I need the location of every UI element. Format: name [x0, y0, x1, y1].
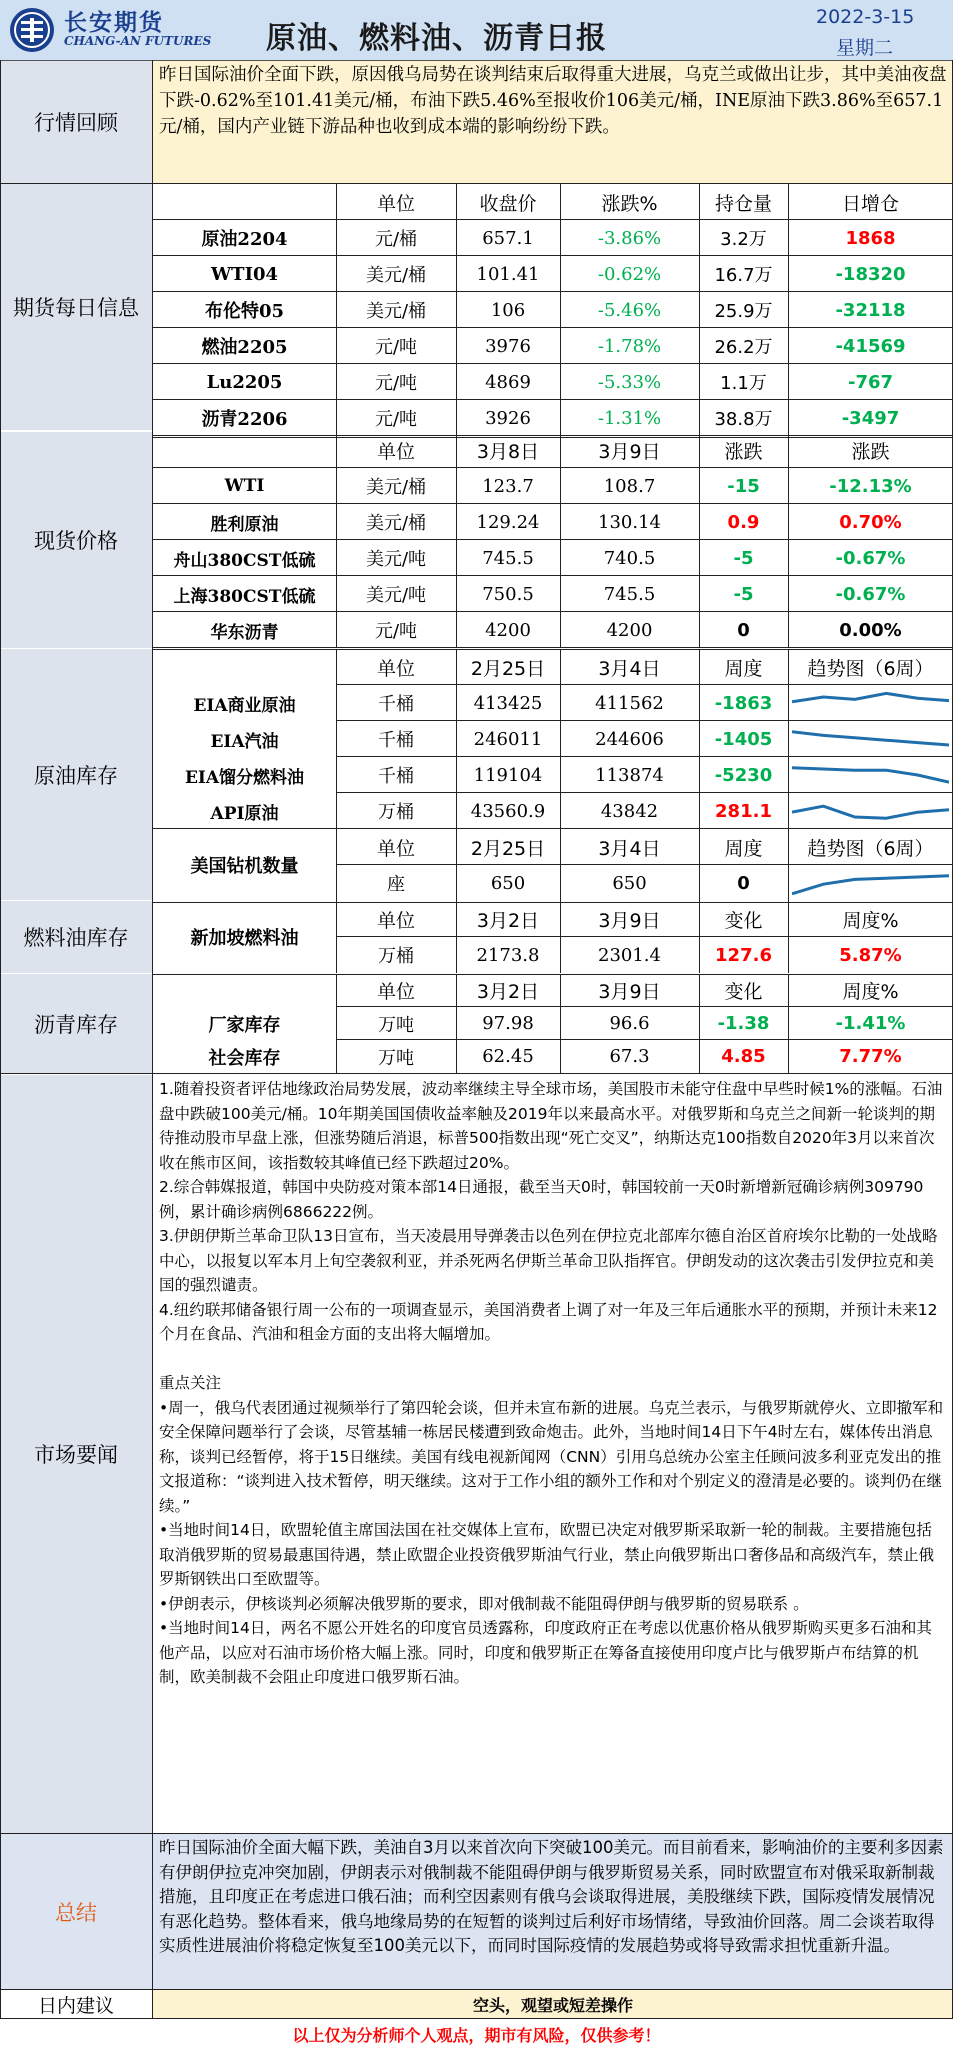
crude-unit: 千桶: [378, 766, 414, 787]
rig-weekly-change: 0: [737, 872, 750, 894]
rig-week2: 650: [612, 872, 647, 894]
crude-week1: 413425: [473, 692, 543, 714]
sparkline-line: [792, 768, 949, 782]
crude-week2: 244606: [595, 728, 664, 750]
futures-close: 3926: [485, 407, 531, 429]
futures-daily-oi-change: -41569: [835, 335, 906, 357]
spot-unit: 美元/吨: [365, 549, 427, 570]
spot-unit: 美元/桶: [365, 513, 427, 534]
news-text: 1.随着投资者评估地缘政治局势发展，波动率继续主导全球市场，美国股市未能守住盘中早些时候1%的涨幅。石油盘中跌破100美元/桶。10年期美国国债收益率触及2019年以来最高水平。对俄罗斯和乌克兰之间新一轮谈判的期待推动股市早盘上涨，但涨势随后消退，标普500指数出现“死亡交叉”，纳斯达克100指数自2020年3月以来首次收在熊市区间，该指数较其峰值已经下跌超过20%。 2.综合韩媒报道，韩国中央防疫对策本部14日通报，截至当天0时，韩国较前一天0时新增新冠确诊病例309790例，累计确诊病例6866222例。 3.伊朗伊斯兰革命卫队13日宣布，当天凌晨用导弹袭击以色列在伊拉克北部库尔德自治区首府埃尔比勒的一处战略中心，以报复以军本月上旬空袭叙利亚，并杀死两名伊斯兰革命卫队指挥官。伊朗发动的这次袭击引发伊拉克和美国的强烈谴责。 4.纽约联邦储备银行周一公布的一项调查显示，美国消费者上调了对一年及三年后通胀水平的预期，并预计未来12个月在食品、汽油和租金方面的支出将大幅增加。 重点关注 •周一，俄乌代表团通过视频举行了第四轮会谈，但并未宣布新的进展。乌克兰表示，与俄罗斯就停火、立即撤军和安全保障问题举行了会谈，尽管基辅一栋居民楼遭到致命炮击。此外，当地时间14日下午4时左右，媒体传出消息称，谈判已经暂停，将于15日继续。美国有线电视新闻网（CNN）引用乌总统办公室主任顾问波多利亚克发出的推文报道称：“谈判进入技术暂停，明天继续。这对于工作小组的额外工作和对个别定义的澄清是必要的。谈判仍在继续。” •当地时间14日，欧盟轮值主席国法国在社交媒体上宣布，欧盟已决定对俄罗斯采取新一轮的制裁。主要措施包括取消俄罗斯的贸易最惠国待遇，禁止欧盟企业投资俄罗斯油气行业，禁止向俄罗斯出口奢侈品和高级汽车，禁止俄罗斯钢铁出口至欧盟等。 •伊朗表示，伊核谈判必须解决俄罗斯的要求，即对俄制裁不能阻碍伊朗与俄罗斯的贸易联系 。 •当地时间14日，两名不愿公开姓名的印度官员透露称，印度政府正在考虑以优惠价格从俄罗斯购买更多石油和其他产品，以应对石油市场价格大幅上涨。同时，印度和俄罗斯正在筹备直接使用印度卢比与俄罗斯卢布结算的机制，欧美制裁不会阻止印度进口俄罗斯石油。: [159, 1080, 944, 1686]
logo-en-text: CHANG-AN FUTURES: [64, 34, 212, 48]
spot-price-day2: 745.5: [603, 583, 656, 605]
asphalt-header-cell: 周度%: [842, 981, 899, 1003]
futures-daily-oi-change: -767: [847, 371, 894, 393]
spot-row-name: 胜利原油: [210, 514, 279, 535]
crude-weekly-change: 281.1: [715, 800, 772, 822]
futures-header-cell: 持仓量: [714, 192, 772, 215]
futures-daily-oi-change: -18320: [835, 263, 906, 285]
fuel-inventory-label: 燃料油库存: [0, 901, 152, 973]
summary-label: 总结: [0, 1834, 152, 1989]
spot-change-percent: -0.67%: [835, 547, 906, 569]
crude-unit: 千桶: [378, 694, 414, 715]
asphalt-row-name: 社会库存: [208, 1047, 281, 1069]
spot-unit: 美元/吨: [365, 585, 427, 606]
spot-label: 现货价格: [0, 432, 152, 648]
asphalt-header-cell: 单位: [376, 981, 415, 1003]
spot-price-day2: 108.7: [603, 475, 656, 497]
crude-row-name: EIA馏分燃料油: [184, 767, 305, 788]
spot-row-name: 上海380CST低硫: [173, 586, 316, 607]
crude-week2: 43842: [600, 800, 659, 822]
futures-row-name: 原油2204: [201, 229, 288, 250]
sparkline-eia_crude: [792, 689, 949, 717]
spot-price-day2: 740.5: [603, 547, 656, 569]
spot-price-day1: 123.7: [482, 475, 534, 497]
sparkline-eia_gasoline: [792, 725, 949, 753]
futures-close: 4869: [485, 371, 531, 393]
fuel-header-cell: 3月9日: [598, 909, 661, 932]
futures-unit: 元/吨: [374, 337, 418, 358]
fuel-change: 127.6: [715, 944, 772, 966]
asphalt-header-cell: 3月9日: [598, 981, 661, 1003]
spot-row-name: WTI: [224, 476, 265, 496]
crude-header-cell: 2月25日: [470, 657, 546, 680]
futures-change: -5.46%: [597, 299, 662, 321]
fuel-header-cell: 单位: [376, 909, 415, 932]
asphalt-week2: 67.3: [609, 1046, 650, 1067]
futures-row-name: 燃油2205: [201, 337, 288, 358]
rig-header-cell: 周度: [724, 837, 763, 860]
futures-change: -1.78%: [597, 335, 662, 357]
rig-week1: 650: [490, 872, 526, 894]
advice-text: 空头，观望或短差操作: [153, 1990, 953, 2018]
asphalt-change-percent: -1.41%: [835, 1013, 906, 1034]
futures-header-cell: 日增仓: [841, 192, 899, 215]
asphalt-change: -1.38: [717, 1013, 770, 1034]
asphalt-week2: 96.6: [609, 1013, 650, 1034]
futures-row-name: 沥青2206: [201, 409, 288, 430]
futures-row-name: Lu2205: [206, 371, 283, 393]
spot-row-name: 华东沥青: [210, 622, 279, 643]
fuel-row-name: 新加坡燃料油: [190, 928, 299, 949]
futures-daily-oi-change: -3497: [841, 407, 900, 429]
spot-change-percent: -0.67%: [835, 583, 906, 605]
futures-header-cell: 涨跌%: [601, 192, 658, 215]
spot-price-day2: 130.14: [598, 511, 661, 533]
futures-daily-oi-change: -32118: [835, 299, 906, 321]
futures-open-interest: 26.2万: [714, 337, 773, 358]
futures-change: -0.62%: [597, 263, 662, 285]
spot-change: -5: [733, 547, 754, 569]
spot-price-day1: 129.24: [476, 511, 540, 533]
spot-change-percent: 0.00%: [839, 619, 902, 641]
asphalt-header-cell: 3月2日: [476, 981, 540, 1003]
futures-open-interest: 25.9万: [714, 301, 773, 322]
crude-header-cell: 单位: [376, 657, 415, 680]
asphalt-row-name: 厂家库存: [208, 1014, 281, 1036]
spot-change: 0: [737, 619, 750, 641]
report-date: 2022-3-15: [816, 6, 915, 28]
crude-row-name: API原油: [210, 803, 279, 824]
fuel-change-percent: 5.87%: [839, 944, 902, 966]
logo-emblem-icon: [8, 6, 56, 54]
crude-week2: 411562: [595, 692, 664, 714]
futures-header-cell: 收盘价: [479, 192, 537, 215]
futures-label: 期货每日信息: [0, 184, 152, 430]
fuel-week2: 2301.4: [598, 944, 661, 966]
rig-count-name: 美国钻机数量: [190, 856, 299, 877]
advice-label: 日内建议: [0, 1990, 152, 2018]
spot-change-percent: -12.13%: [829, 475, 912, 497]
crude-unit: 千桶: [378, 730, 414, 751]
spot-price-day2: 4200: [606, 619, 653, 641]
futures-row-name: WTI04: [210, 263, 279, 285]
rig-header-cell: 3月4日: [598, 837, 661, 860]
futures-open-interest: 3.2万: [720, 229, 767, 250]
crude-row-name: EIA商业原油: [193, 695, 296, 716]
review-text: 昨日国际油价全面下跌，原因俄乌局势在谈判结束后取得重大进展，乌克兰或做出让步，其中美油夜盘下跌-0.62%至101.41美元/桶，布油下跌5.46%至报收价106美元/桶，INE原油下跌3.86%至657.1元/桶，国内产业链下游品种也收到成本端的影响纷纷下跌。: [153, 61, 953, 183]
futures-unit: 美元/桶: [365, 265, 427, 286]
news-label: 市场要闻: [0, 1075, 152, 1833]
futures-close: 106: [490, 299, 526, 321]
fuel-week1: 2173.8: [476, 944, 540, 966]
fuel-unit: 万桶: [378, 946, 414, 967]
fuel-header-cell: 3月2日: [476, 909, 540, 932]
rig-header-cell: 单位: [376, 837, 415, 860]
futures-close: 101.41: [476, 263, 540, 285]
futures-daily-oi-change: 1868: [845, 227, 896, 249]
futures-row-name: 布伦特05: [204, 301, 285, 322]
futures-change: -3.86%: [597, 227, 662, 249]
crude-weekly-change: -5230: [714, 764, 773, 786]
spot-change: -5: [733, 583, 754, 605]
futures-unit: 元/吨: [374, 409, 418, 430]
sparkline-line: [792, 732, 949, 745]
spot-row-name: 舟山380CST低硫: [173, 550, 316, 571]
spot-header-cell: 涨跌: [851, 440, 890, 463]
crude-header-cell: 周度: [724, 657, 763, 680]
asphalt-unit: 万吨: [378, 1014, 414, 1036]
futures-close: 657.1: [482, 227, 534, 249]
sparkline-line: [792, 806, 949, 818]
spot-change: -15: [727, 475, 760, 497]
spot-header-cell: 3月9日: [598, 440, 661, 463]
asphalt-unit: 万吨: [378, 1047, 414, 1069]
futures-open-interest: 1.1万: [720, 373, 767, 394]
logo-cn-text: 长安期货: [64, 10, 164, 36]
spot-header-cell: 单位: [376, 440, 415, 463]
futures-change: -1.31%: [597, 407, 662, 429]
report-weekday: 星期二: [836, 37, 894, 59]
sparkline-eia_distillate: [792, 761, 949, 789]
logo: [8, 6, 56, 54]
crude-weekly-change: -1863: [714, 692, 773, 714]
rig-unit: 座: [387, 874, 405, 895]
asphalt-change-percent: 7.77%: [839, 1046, 902, 1067]
crude-weekly-change: -1405: [714, 728, 773, 750]
summary-text: 昨日国际油价全面大幅下跌，美油自3月以来首次向下突破100美元。而目前看来，影响油价的主要利多因素有伊朗伊拉克冲突加剧，伊朗表示对俄制裁不能阻碍伊朗与俄罗斯贸易关系，同时欧盟宣布对俄采取新制裁措施，且印度正在考虑进口俄石油；而利空因素则有俄乌会谈取得进展，美股继续下跌，国际疫情发展情况有恶化趋势。整体看来，俄乌地缘局势的在短暂的谈判过后利好市场情绪，导致油价回落。周二会谈若取得实质性进展油价将稳定恢复至100美元以下，而同时国际疫情的发展趋势或将导致需求担忧重新升温。: [153, 1834, 953, 1989]
crude-week1: 119104: [473, 764, 543, 786]
crude-week1: 43560.9: [470, 800, 546, 822]
futures-unit: 元/桶: [374, 229, 418, 250]
futures-open-interest: 16.7万: [714, 265, 773, 286]
spot-price-day1: 750.5: [482, 583, 534, 605]
sparkline-line: [792, 876, 949, 894]
crude-inventory-label: 原油库存: [0, 649, 152, 900]
asphalt-week1: 97.98: [482, 1013, 534, 1034]
sparkline-api_crude: [792, 797, 949, 825]
review-label: 行情回顾: [0, 61, 152, 183]
crude-unit: 万桶: [378, 802, 414, 823]
crude-week1: 246011: [473, 728, 543, 750]
sparkline-rig_count: [792, 869, 949, 897]
rig-header-cell: 趋势图（6周）: [807, 837, 934, 860]
spot-unit: 元/吨: [374, 621, 418, 642]
disclaimer: 以上仅为分析师个人观点，期市有风险，仅供参考！: [292, 2025, 661, 2045]
crude-week2: 113874: [595, 764, 664, 786]
rig-header-cell: 2月25日: [470, 837, 546, 860]
crude-row-name: EIA汽油: [210, 731, 279, 752]
futures-header-cell: 单位: [376, 192, 415, 215]
fuel-header-cell: 周度%: [842, 909, 899, 932]
spot-header-cell: 3月8日: [476, 440, 540, 463]
futures-close: 3976: [485, 335, 531, 357]
futures-unit: 元/吨: [374, 373, 418, 394]
asphalt-header-cell: 变化: [724, 981, 763, 1003]
crude-header-cell: 趋势图（6周）: [807, 657, 934, 680]
futures-open-interest: 38.8万: [714, 409, 773, 430]
fuel-header-cell: 变化: [724, 909, 763, 932]
asphalt-inventory-label: 沥青库存: [0, 974, 152, 1074]
spot-unit: 美元/桶: [365, 477, 427, 498]
futures-unit: 美元/桶: [365, 301, 427, 322]
sparkline-line: [792, 693, 949, 701]
futures-change: -5.33%: [597, 371, 662, 393]
crude-header-cell: 3月4日: [598, 657, 661, 680]
spot-change: 0.9: [727, 511, 760, 533]
report-title: 原油、燃料油、沥青日报: [266, 21, 607, 56]
asphalt-change: 4.85: [721, 1046, 766, 1067]
spot-price-day1: 4200: [485, 619, 531, 641]
asphalt-week1: 62.45: [482, 1046, 534, 1067]
spot-change-percent: 0.70%: [839, 511, 902, 533]
spot-price-day1: 745.5: [482, 547, 534, 569]
spot-header-cell: 涨跌: [724, 440, 763, 463]
